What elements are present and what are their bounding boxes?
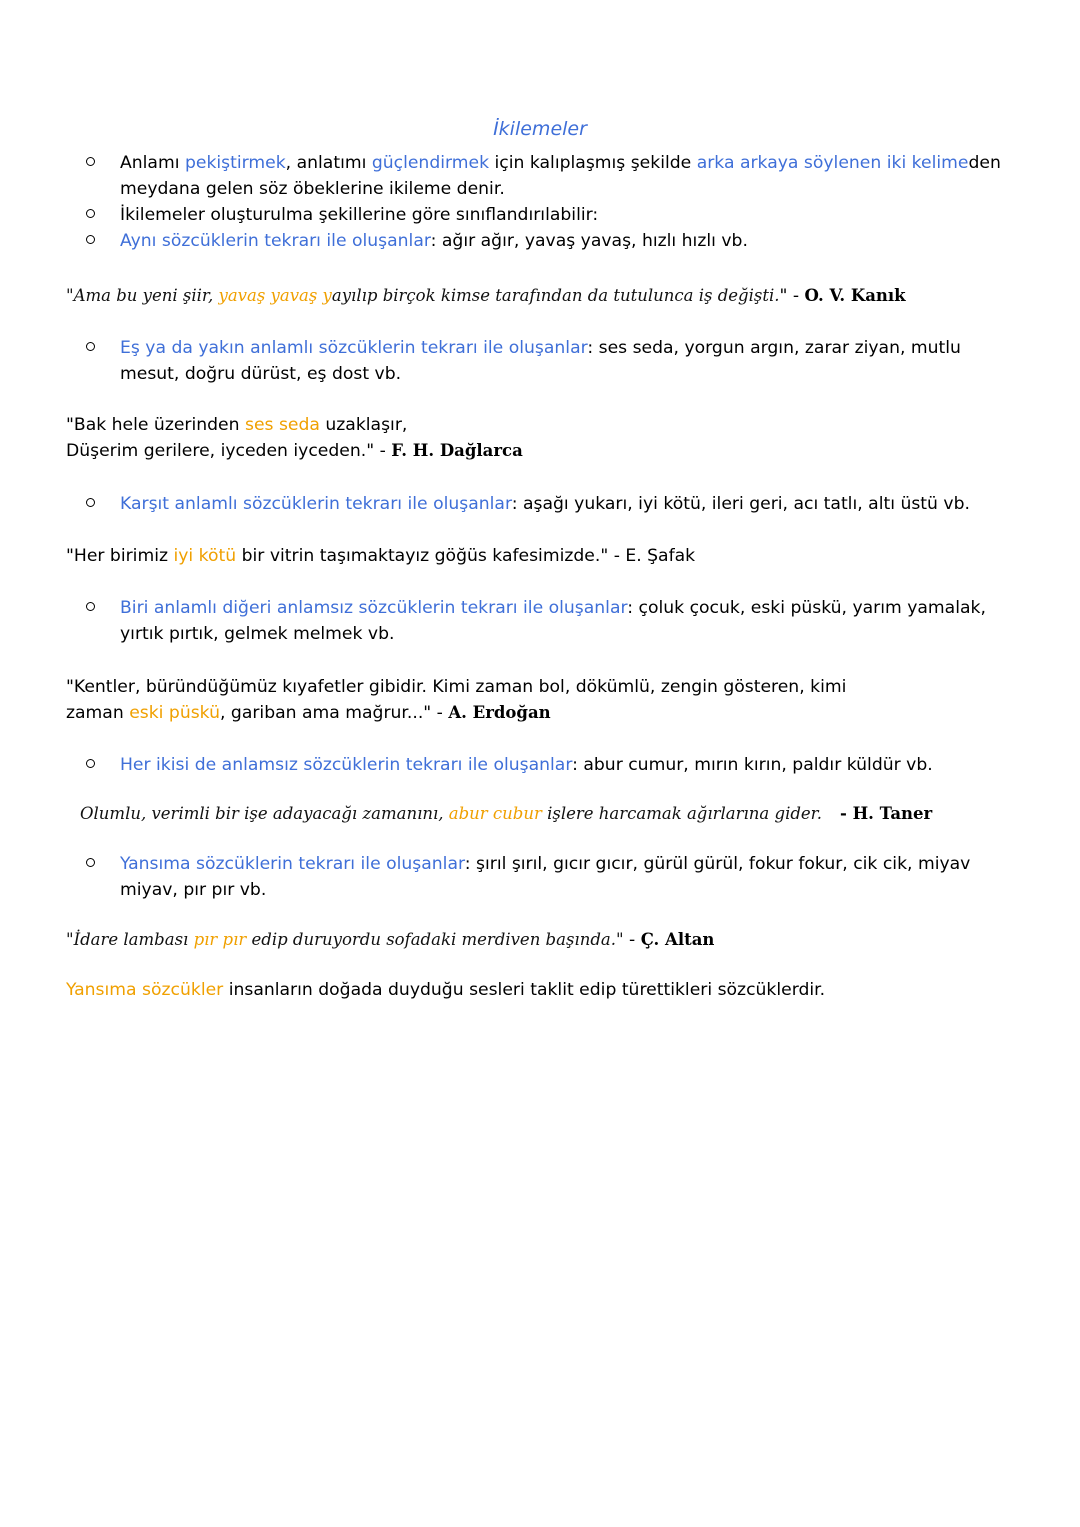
- note-text: Yansıma sözcükler insanların doğada duyduğu sesleri taklit edip türettikleri sözcüklerdir.: [66, 980, 826, 1000]
- quote-author: - H. Taner: [840, 804, 933, 823]
- category-label: Aynı sözcüklerin tekrarı ile oluşanlar: [120, 231, 431, 251]
- category-label: Eş ya da yakın anlamlı sözcüklerin tekrarı ile oluşanlar: [120, 338, 588, 358]
- list-item: Yansıma sözcüklerin tekrarı ile oluşanlar: şırıl şırıl, gıcır gıcır, gürül gürül, fokur fokur, cik cik, miyav miyav, pır pır vb.: [84, 851, 1024, 903]
- example-quote: "Bak hele üzerinden ses seda uzaklaşır, Düşerim gerilere, iyceden iyceden." - F. H. Dağlarca: [66, 415, 523, 461]
- category-list: [84, 491, 1024, 517]
- highlight: arka arkaya söylenen iki kelime: [696, 153, 969, 173]
- bullet-circle-icon: [86, 157, 95, 166]
- highlight: yavaş yavaş y: [218, 286, 332, 305]
- quote-author: F. H. Dağlarca: [391, 441, 523, 460]
- list-item: Biri anlamlı diğeri anlamsız sözcüklerin tekrarı ile oluşanlar: çoluk çocuk, eski püskü, yarım yamalak, yırtık pırtık, gelmek melmek vb.: [84, 595, 1024, 647]
- list-item: Aynı sözcüklerin tekrarı ile oluşanlar: ağır ağır, yavaş yavaş, hızlı hızlı vb.: [84, 228, 1024, 254]
- bullet-circle-icon: [86, 858, 95, 867]
- example-quote: "Her birimiz iyi kötü bir vitrin taşımaktayız göğüs kafesimizde." - E. Şafak: [66, 546, 696, 566]
- quote-author: Ç. Altan: [640, 930, 715, 949]
- highlight: pır pır: [193, 930, 247, 949]
- category-list: [84, 851, 1024, 903]
- category-list: [84, 335, 1024, 387]
- category-label: Karşıt anlamlı sözcüklerin tekrarı ile oluşanlar: [120, 494, 512, 514]
- highlight: güçlendirmek: [371, 153, 490, 173]
- page-title: İkilemeler: [493, 118, 587, 140]
- highlight: pekiştirmek: [184, 153, 286, 173]
- example-quote: "Ama bu yeni şiir, yavaş yavaş yayılıp birçok kimse tarafından da tutulunca iş değişti." - O. V. Kanık: [66, 286, 906, 306]
- highlight: abur cubur: [448, 804, 542, 823]
- example-quote: Olumlu, verimli bir işe adayacağı zamanını, abur cubur işlere harcamak ağırlarına gider. - H. Taner: [80, 804, 933, 823]
- list-item: Eş ya da yakın anlamlı sözcüklerin tekrarı ile oluşanlar: ses seda, yorgun argın, zarar ziyan, mutlu mesut, doğru dürüst, eş dost vb.: [84, 335, 1024, 387]
- example-quote: "İdare lambası pır pır edip duruyordu sofadaki merdiven başında." - Ç. Altan: [66, 930, 715, 950]
- bullet-circle-icon: [86, 209, 95, 218]
- category-list: [84, 595, 1024, 647]
- bullet-circle-icon: [86, 602, 95, 611]
- bullet-circle-icon: [86, 759, 95, 768]
- list-item: Anlamı pekiştirmek, anlatımı güçlendirmek için kalıplaşmış şekilde arka arkaya söylenen iki kelimeden meydana gelen söz öbeklerine ikileme denir.: [84, 150, 1024, 202]
- list-item: Karşıt anlamlı sözcüklerin tekrarı ile oluşanlar: aşağı yukarı, iyi kötü, ileri geri, acı tatlı, altı üstü vb.: [84, 491, 1024, 517]
- category-list: [84, 752, 1024, 778]
- intro-list: [84, 150, 1024, 254]
- example-quote: "Kentler, büründüğümüz kıyafetler gibidir. Kimi zaman bol, dökümlü, zengin gösteren, kimi zaman eski püskü, gariban ama mağrur..." - A. Erdoğan: [66, 677, 847, 723]
- list-item: Her ikisi de anlamsız sözcüklerin tekrarı ile oluşanlar: abur cumur, mırın kırın, paldır küldür vb.: [84, 752, 1024, 778]
- list-item: İkilemeler oluşturulma şekillerine göre sınıflandırılabilir:: [84, 202, 1024, 228]
- category-label: Her ikisi de anlamsız sözcüklerin tekrarı ile oluşanlar: [120, 755, 573, 775]
- quote-author: O. V. Kanık: [804, 286, 906, 305]
- bullet-circle-icon: [86, 342, 95, 351]
- bullet-circle-icon: [86, 498, 95, 507]
- highlight: iyi kötü: [173, 546, 237, 566]
- bullet-circle-icon: [86, 235, 95, 244]
- category-label: Yansıma sözcüklerin tekrarı ile oluşanlar: [120, 854, 465, 874]
- highlight: eski püskü: [129, 703, 220, 723]
- quote-author: A. Erdoğan: [448, 703, 551, 722]
- highlight: ses seda: [245, 415, 320, 435]
- highlight: Yansıma sözcükler: [66, 980, 224, 1000]
- category-label: Biri anlamlı diğeri anlamsız sözcüklerin tekrarı ile oluşanlar: [120, 598, 628, 618]
